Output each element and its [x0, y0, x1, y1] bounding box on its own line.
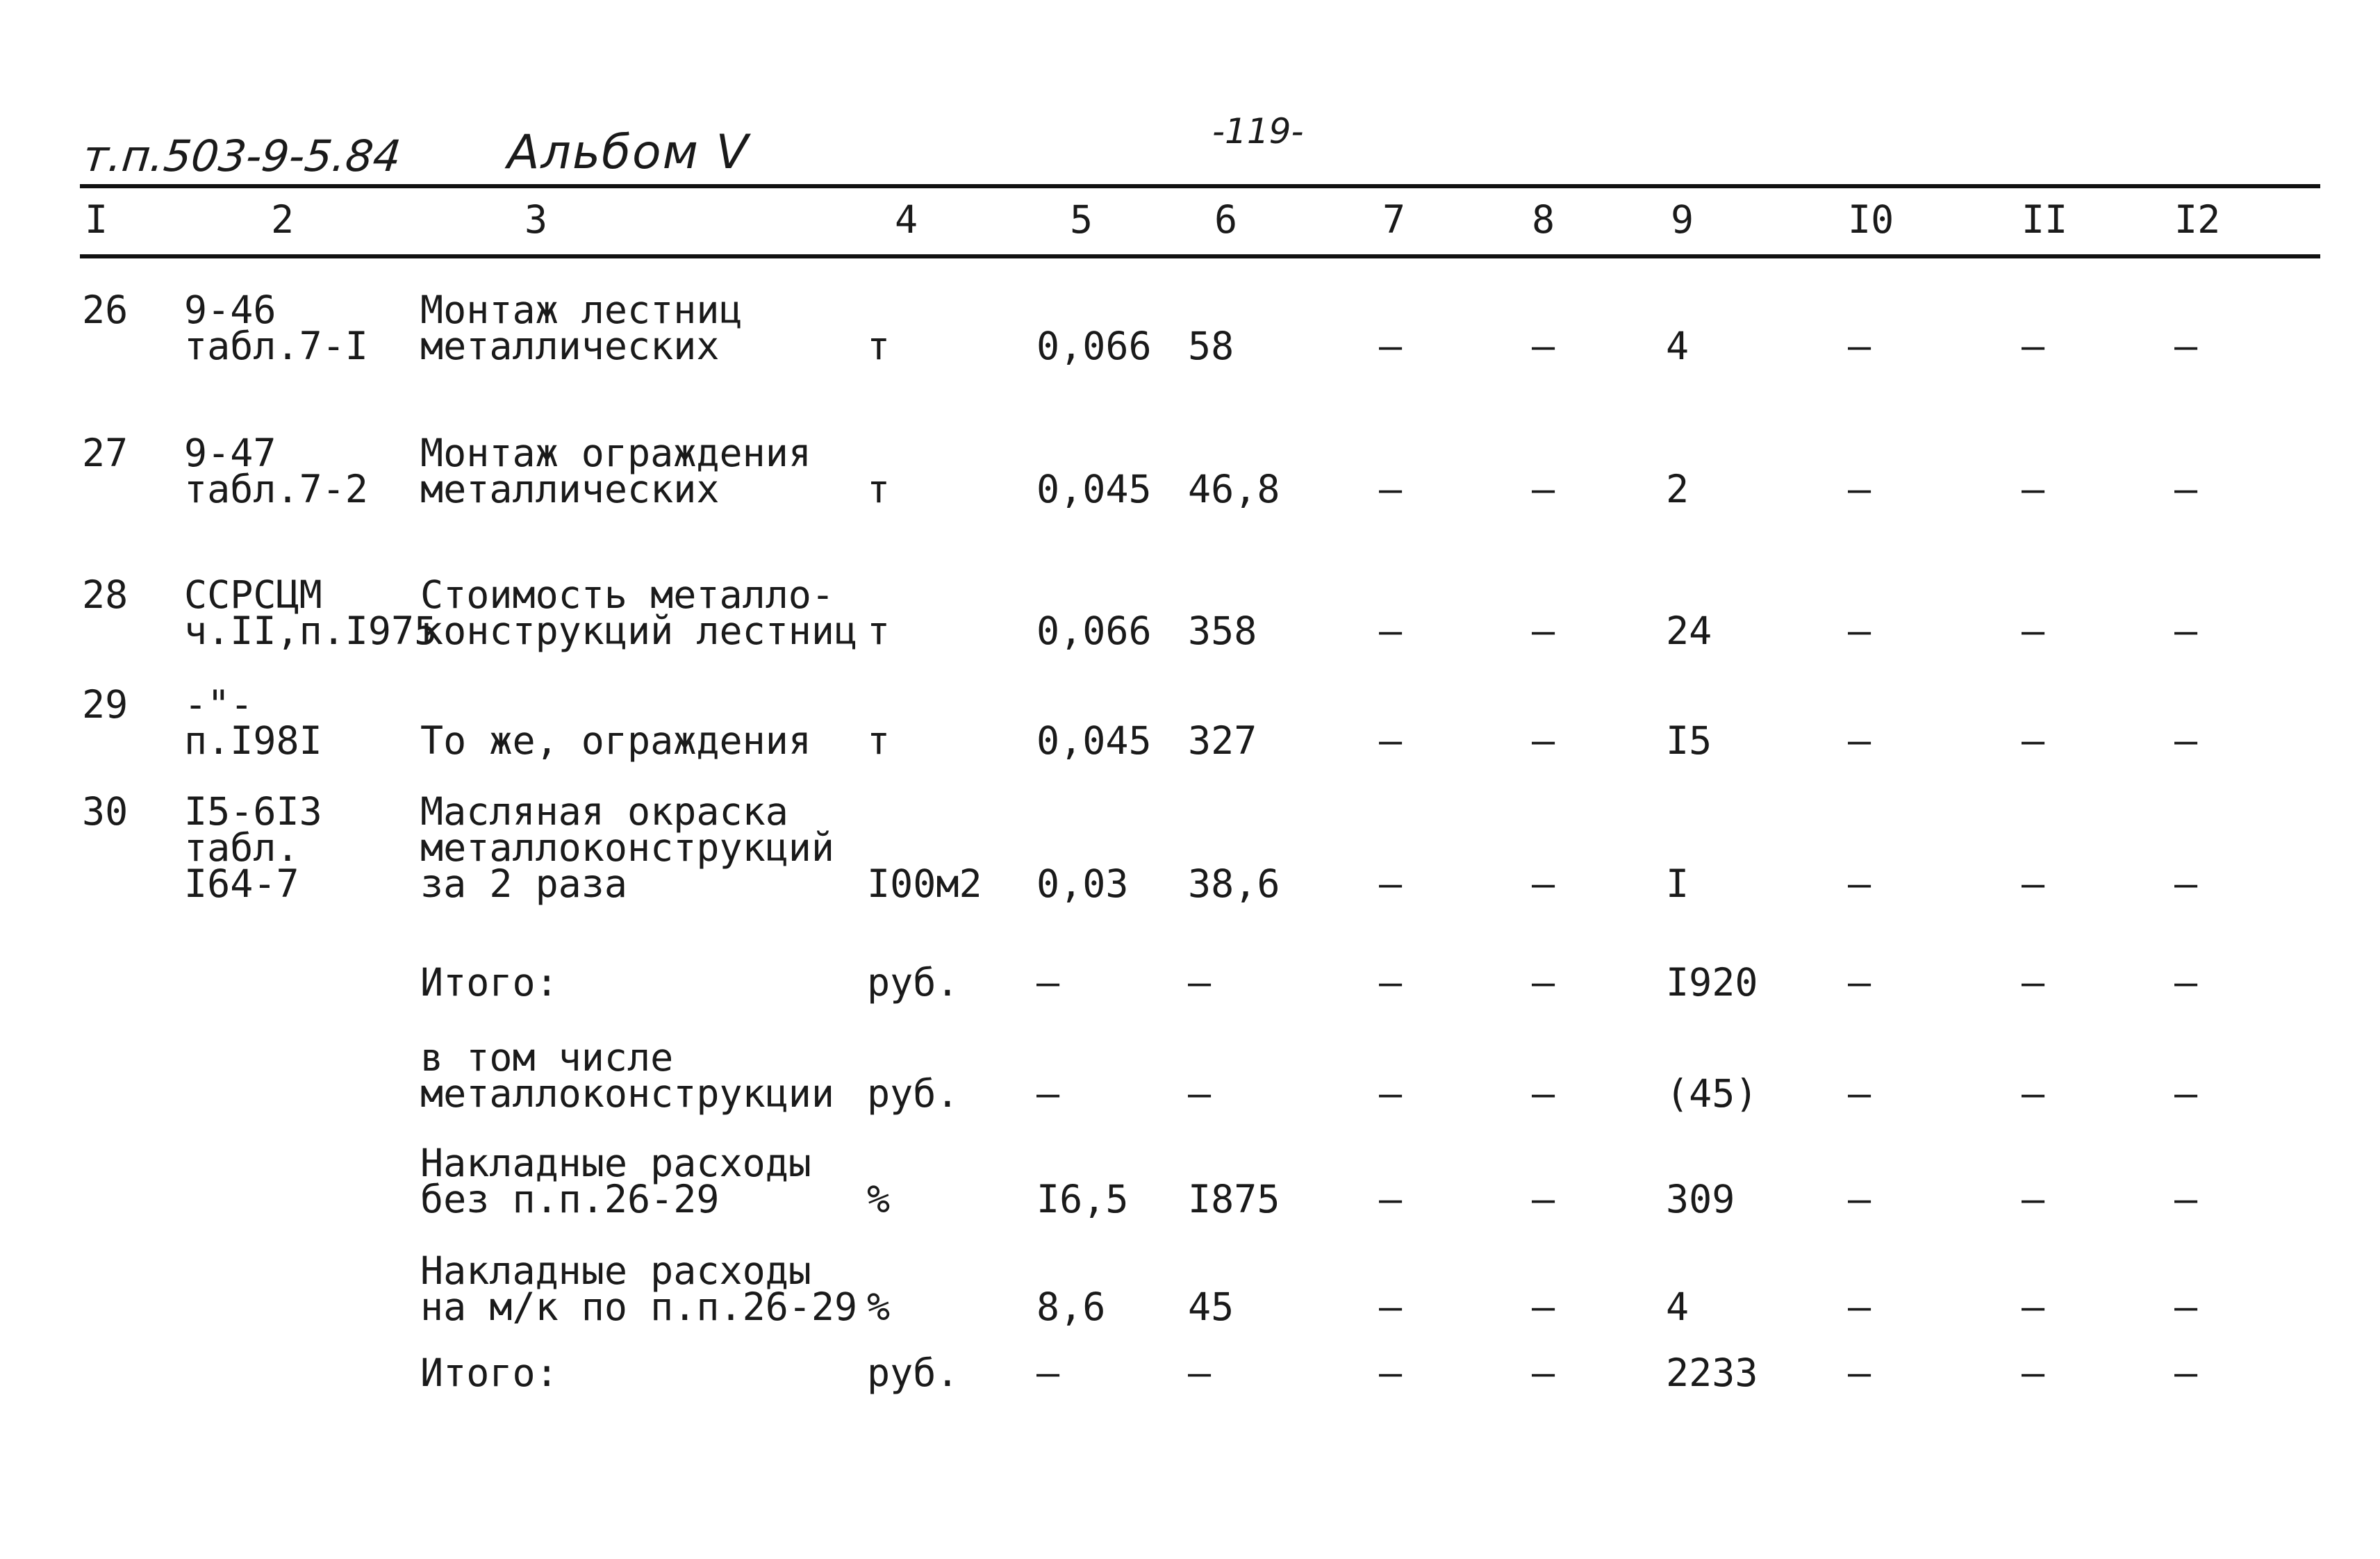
col-10-value: – — [1848, 718, 1871, 763]
col-7-value: – — [1379, 609, 1403, 653]
quantity: I6,5 — [1036, 1177, 1129, 1221]
reference-code: ССРСЦМ — [184, 572, 322, 617]
work-description: конструкций лестниц — [420, 609, 858, 653]
row-number: 28 — [82, 572, 129, 617]
col-10-value: – — [1848, 467, 1871, 511]
col-12-value: – — [2174, 718, 2198, 763]
reference-code: табл.7-I — [184, 324, 368, 368]
col-10-value: – — [1848, 861, 1871, 906]
col-10-value: – — [1848, 324, 1871, 368]
unit: % — [867, 1177, 891, 1221]
reference-code: I64-7 — [184, 861, 299, 906]
work-description: металлоконструкции — [420, 1071, 835, 1116]
row-number: 27 — [82, 431, 129, 475]
col-10-value: – — [1848, 1177, 1871, 1221]
work-description: в том числе — [420, 1035, 674, 1080]
unit: руб. — [867, 1071, 959, 1116]
col-12-value: – — [2174, 1351, 2198, 1395]
col-12-value: – — [2174, 609, 2198, 653]
column-header-6: 6 — [1214, 197, 1238, 242]
column-header-11: II — [2022, 197, 2068, 242]
unit: т — [867, 324, 891, 368]
work-description: Накладные расходы — [420, 1248, 811, 1293]
total-cost: 2233 — [1666, 1351, 1758, 1395]
column-header-4: 4 — [895, 197, 918, 242]
unit-price: 45 — [1188, 1285, 1234, 1329]
col-8-value: – — [1532, 718, 1555, 763]
quantity: – — [1036, 1351, 1060, 1395]
work-description: за 2 раза — [420, 861, 628, 906]
col-12-value: – — [2174, 960, 2198, 1005]
unit: I00м2 — [867, 861, 982, 906]
col-7-value: – — [1379, 1177, 1403, 1221]
quantity: 8,6 — [1036, 1285, 1106, 1329]
row-number: 30 — [82, 789, 129, 834]
col-8-value: – — [1532, 467, 1555, 511]
col-7-value: – — [1379, 861, 1403, 906]
album-title: Альбом V — [507, 125, 750, 180]
total-cost: 24 — [1666, 609, 1712, 653]
col-7-value: – — [1379, 1285, 1403, 1329]
col-12-value: – — [2174, 861, 2198, 906]
col-11-value: – — [2022, 1351, 2045, 1395]
total-cost: I920 — [1666, 960, 1758, 1005]
col-8-value: – — [1532, 960, 1555, 1005]
unit: руб. — [867, 1351, 959, 1395]
column-header-12: I2 — [2174, 197, 2221, 242]
unit: % — [867, 1285, 891, 1329]
row-number: 29 — [82, 682, 129, 727]
column-header-1: I — [85, 197, 108, 242]
column-header-9: 9 — [1671, 197, 1694, 242]
unit-price: 358 — [1188, 609, 1257, 653]
doc-code: т.п.503-9-5.84 — [81, 131, 404, 181]
col-10-value: – — [1848, 1071, 1871, 1116]
work-description: Масляная окраска — [420, 789, 788, 834]
unit-price: 327 — [1188, 718, 1257, 763]
reference-code: ч.II,п.I975 — [184, 609, 438, 653]
work-description: Монтаж ограждения — [420, 431, 811, 475]
total-cost: I — [1666, 861, 1689, 906]
col-12-value: – — [2174, 467, 2198, 511]
column-header-3: 3 — [524, 197, 548, 242]
total-cost: (45) — [1666, 1071, 1758, 1116]
work-description: металлических — [420, 467, 720, 511]
work-description: Накладные расходы — [420, 1141, 811, 1185]
col-8-value: – — [1532, 1071, 1555, 1116]
column-header-5: 5 — [1070, 197, 1093, 242]
unit-price: – — [1188, 1071, 1212, 1116]
column-header-10: I0 — [1848, 197, 1894, 242]
header-bottom-rule — [80, 254, 2320, 258]
col-10-value: – — [1848, 1351, 1871, 1395]
unit-price: – — [1188, 960, 1212, 1005]
col-7-value: – — [1379, 718, 1403, 763]
column-header-8: 8 — [1532, 197, 1555, 242]
col-11-value: – — [2022, 324, 2045, 368]
work-description: То же, ограждения — [420, 718, 811, 763]
col-8-value: – — [1532, 1177, 1555, 1221]
column-header-2: 2 — [271, 197, 295, 242]
quantity: 0,066 — [1036, 324, 1152, 368]
col-11-value: – — [2022, 861, 2045, 906]
col-7-value: – — [1379, 1071, 1403, 1116]
work-description: Итого: — [420, 960, 559, 1005]
col-7-value: – — [1379, 960, 1403, 1005]
work-description: металлоконструкций — [420, 825, 835, 870]
column-header-7: 7 — [1382, 197, 1406, 242]
unit-price: 38,6 — [1188, 861, 1280, 906]
col-12-value: – — [2174, 1071, 2198, 1116]
quantity: – — [1036, 960, 1060, 1005]
header-top-rule — [80, 184, 2320, 188]
col-10-value: – — [1848, 960, 1871, 1005]
col-11-value: – — [2022, 1177, 2045, 1221]
unit-price: 58 — [1188, 324, 1234, 368]
col-8-value: – — [1532, 1351, 1555, 1395]
work-description: Итого: — [420, 1351, 559, 1395]
reference-code: табл.7-2 — [184, 467, 368, 511]
col-10-value: – — [1848, 609, 1871, 653]
col-11-value: – — [2022, 1285, 2045, 1329]
total-cost: 309 — [1666, 1177, 1735, 1221]
total-cost: 4 — [1666, 1285, 1689, 1329]
page-number: -119- — [1212, 111, 1304, 151]
row-number: 26 — [82, 288, 129, 332]
reference-code: п.I98I — [184, 718, 322, 763]
unit: т — [867, 609, 891, 653]
col-11-value: – — [2022, 467, 2045, 511]
work-description: Стоимость металло- — [420, 572, 835, 617]
quantity: 0,045 — [1036, 467, 1152, 511]
col-11-value: – — [2022, 609, 2045, 653]
col-12-value: – — [2174, 324, 2198, 368]
total-cost: 4 — [1666, 324, 1689, 368]
col-12-value: – — [2174, 1177, 2198, 1221]
col-10-value: – — [1848, 1285, 1871, 1329]
work-description: Монтаж лестниц — [420, 288, 743, 332]
unit: т — [867, 718, 891, 763]
col-8-value: – — [1532, 609, 1555, 653]
reference-code: -"- — [184, 682, 254, 727]
col-8-value: – — [1532, 1285, 1555, 1329]
total-cost: 2 — [1666, 467, 1689, 511]
col-8-value: – — [1532, 324, 1555, 368]
unit-price: I875 — [1188, 1177, 1280, 1221]
work-description: без п.п.26-29 — [420, 1177, 720, 1221]
col-12-value: – — [2174, 1285, 2198, 1329]
col-11-value: – — [2022, 1071, 2045, 1116]
unit-price: 46,8 — [1188, 467, 1280, 511]
quantity: 0,066 — [1036, 609, 1152, 653]
unit: руб. — [867, 960, 959, 1005]
quantity: 0,03 — [1036, 861, 1129, 906]
col-8-value: – — [1532, 861, 1555, 906]
col-7-value: – — [1379, 467, 1403, 511]
reference-code: табл. — [184, 825, 299, 870]
work-description: на м/к по п.п.26-29 — [420, 1285, 858, 1329]
reference-code: 9-47 — [184, 431, 276, 475]
col-7-value: – — [1379, 1351, 1403, 1395]
unit: т — [867, 467, 891, 511]
total-cost: I5 — [1666, 718, 1712, 763]
col-11-value: – — [2022, 718, 2045, 763]
reference-code: I5-6I3 — [184, 789, 322, 834]
work-description: металлических — [420, 324, 720, 368]
quantity: 0,045 — [1036, 718, 1152, 763]
unit-price: – — [1188, 1351, 1212, 1395]
col-11-value: – — [2022, 960, 2045, 1005]
reference-code: 9-46 — [184, 288, 276, 332]
col-7-value: – — [1379, 324, 1403, 368]
quantity: – — [1036, 1071, 1060, 1116]
